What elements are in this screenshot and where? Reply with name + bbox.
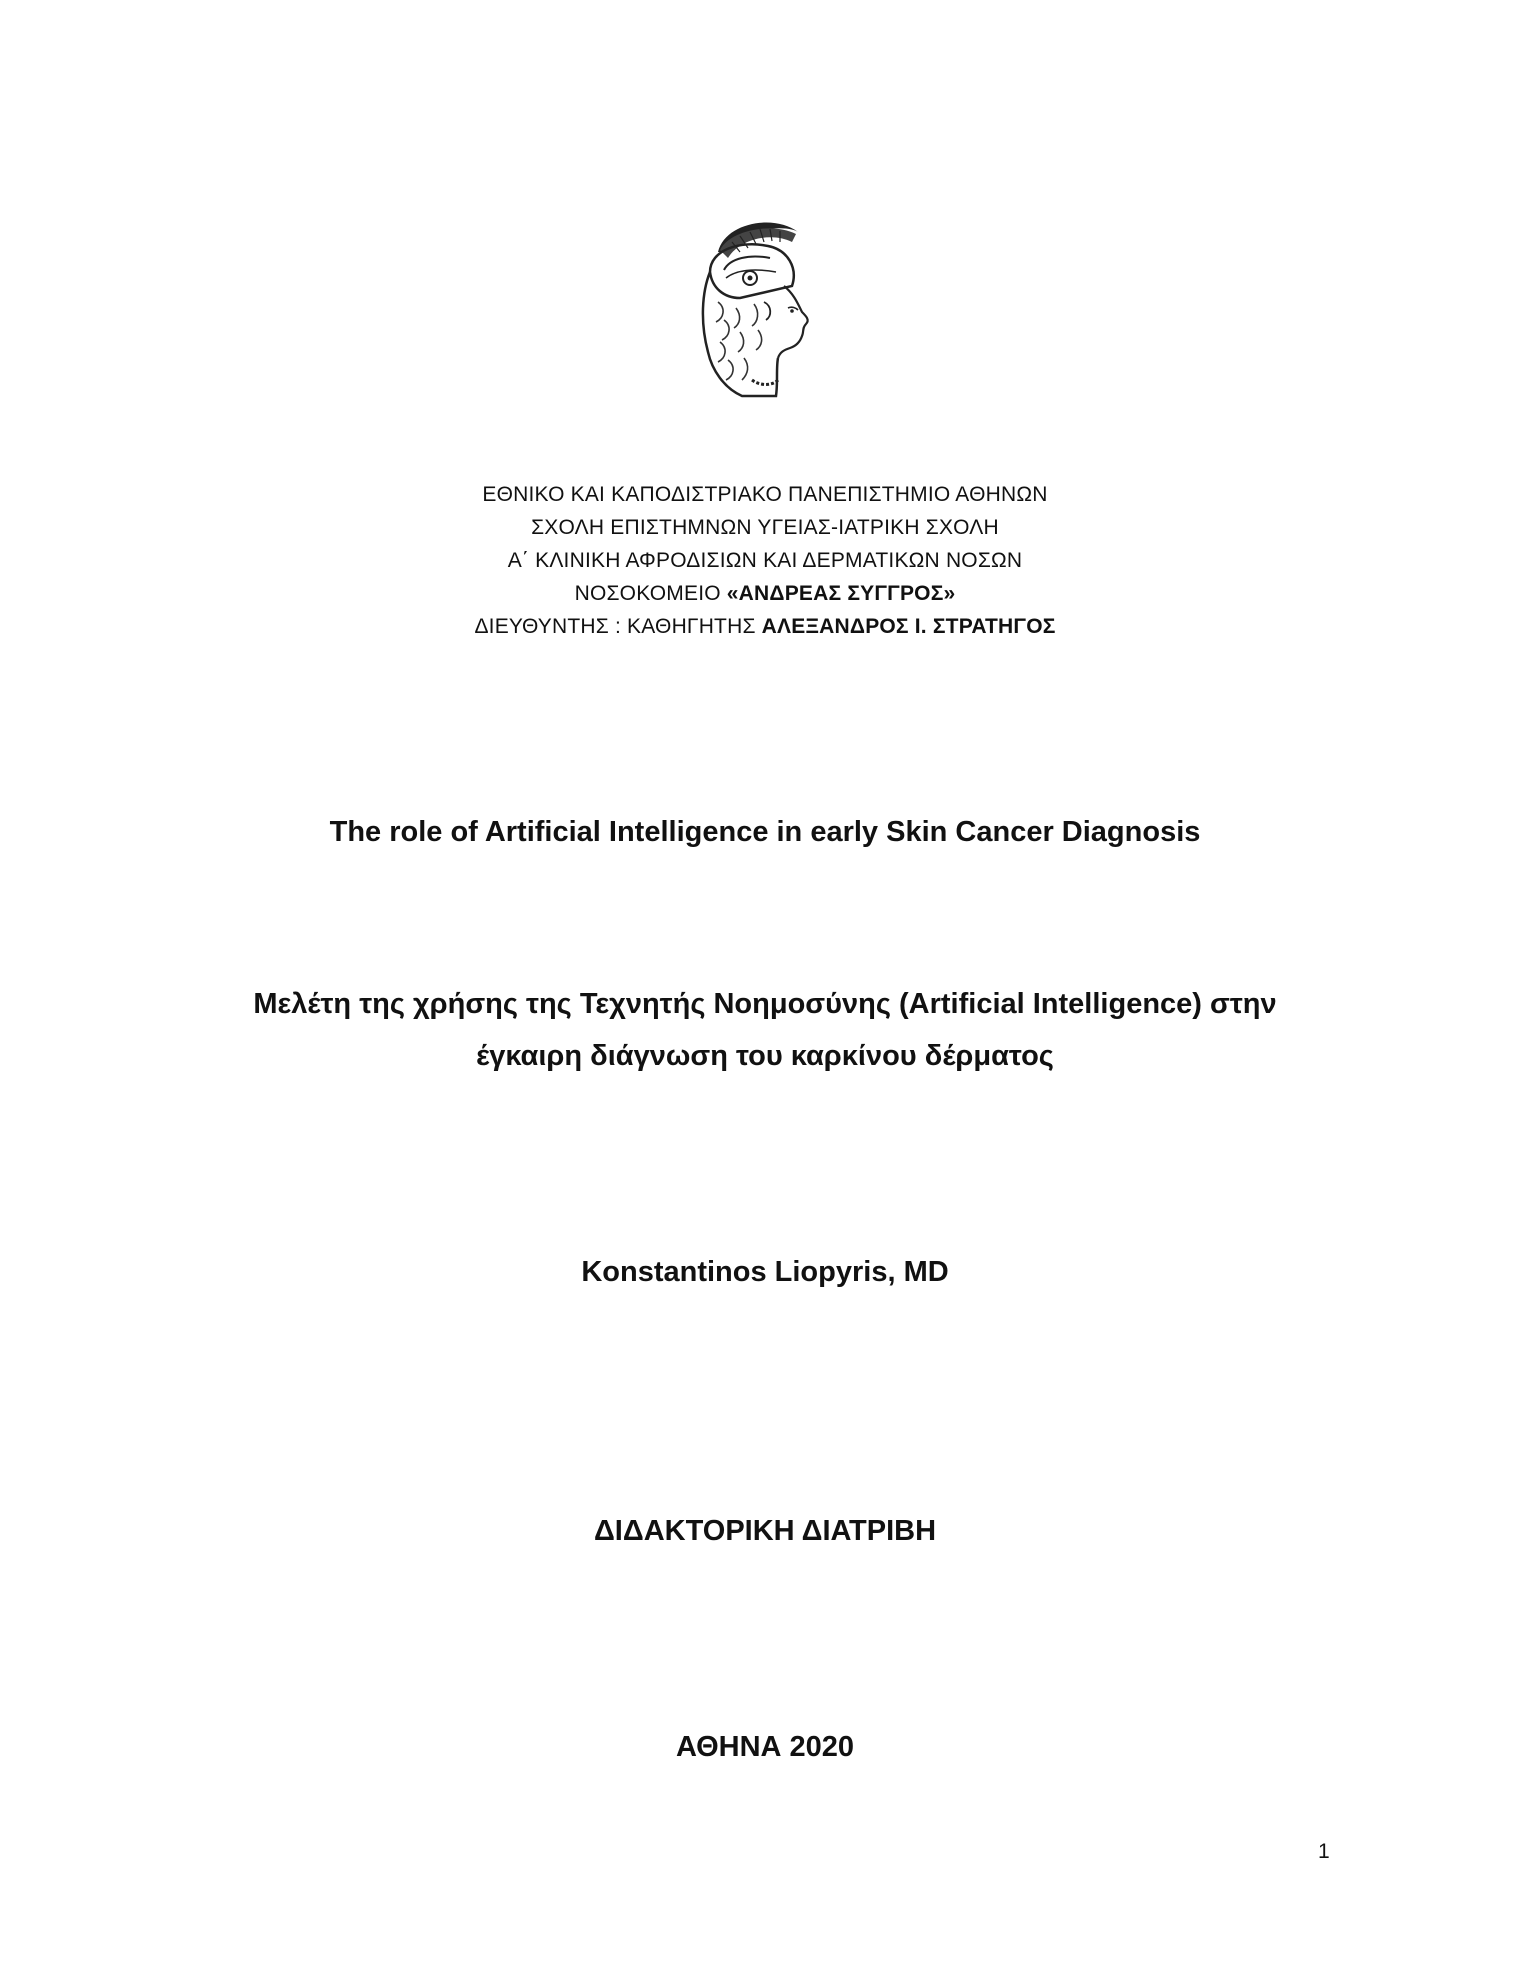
university-emblem: [680, 212, 830, 404]
university-name: ΕΘΝΙΚΟ ΚΑΙ ΚΑΠΟΔΙΣΤΡΙΑΚΟ ΠΑΝΕΠΙΣΤΗΜΙΟ ΑΘΗΝΩΝ: [482, 483, 1048, 506]
greek-title-line-1: Μελέτη της χρήσης της Τεχνητής Νοημοσύνης (Artificial Intelligence) στην: [253, 988, 1277, 1020]
hospital-name: «ΑΝΔΡΕΑΣ ΣΥΓΓΡΟΣ»: [726, 582, 956, 605]
thesis-type: ΔΙΔΑΚΤΟΡΙΚΗ ΔΙΑΤΡΙΒΗ: [593, 1515, 937, 1547]
director-name: ΑΛΕΞΑΝΔΡΟΣ Ι. ΣΤΡΑΤΗΓΟΣ: [761, 615, 1056, 638]
page-number: 1: [1318, 1840, 1330, 1863]
clinic-name: Α΄ ΚΛΙΝΙΚΗ ΑΦΡΟΔΙΣΙΩΝ ΚΑΙ ΔΕΡΜΑΤΙΚΩΝ ΝΟΣΩΝ: [507, 549, 1023, 572]
author-name: Konstantinos Liopyris, MD: [581, 1256, 949, 1288]
athena-helmeted-head-icon: [680, 212, 830, 404]
institution-block: [0, 478, 1530, 643]
hospital-prefix: ΝΟΣΟΚΟΜΕΙΟ: [574, 582, 727, 605]
english-title: The role of Artificial Intelligence in early Skin Cancer Diagnosis: [329, 816, 1201, 848]
greek-title: [0, 978, 1530, 1082]
greek-title-line-2: έγκαιρη διάγνωση του καρκίνου δέρματος: [476, 1040, 1054, 1072]
school-name: ΣΧΟΛΗ ΕΠΙΣΤΗΜΝΩΝ ΥΓΕΙΑΣ-ΙΑΤΡΙΚΗ ΣΧΟΛΗ: [531, 516, 999, 539]
director-line: [0, 610, 1530, 643]
director-prefix: ΔΙΕΥΘΥΝΤΗΣ : ΚΑΘΗΓΗΤΗΣ: [474, 615, 762, 638]
hospital-line: [0, 577, 1530, 610]
place-and-year: ΑΘΗΝΑ 2020: [675, 1731, 855, 1763]
